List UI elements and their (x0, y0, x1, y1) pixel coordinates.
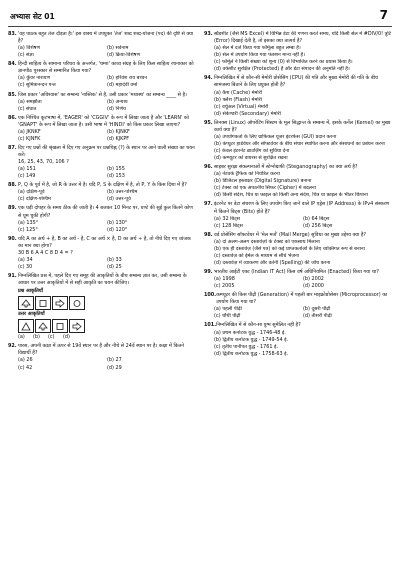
option: (a) 135° (18, 219, 39, 226)
question-number: 89. (8, 205, 17, 212)
options (8, 166, 196, 180)
question-line (204, 269, 392, 276)
question-block (8, 115, 196, 143)
question-text: स्प्रैडशीट (जैसे MS Excel) में विभिन्न डेटा की गणना करते समय, यदि किसी सेल में #DIV/0! त्रुटि (Error) दिखाई देती है, तो इसका क्या तात्पर्य है? (214, 31, 392, 45)
question-line (8, 31, 196, 45)
figure-box (18, 296, 34, 310)
option: (d) 29 (107, 364, 122, 371)
option: (a) 1998 (214, 276, 235, 283)
question-number: 85. (8, 91, 17, 98)
options (204, 306, 392, 320)
question-line (204, 120, 392, 134)
option: (c) 125° (18, 226, 38, 233)
option: (d) दस्तावेज़ में व्याकरण और वर्तनी (Spelling) की जाँच करना (214, 259, 331, 266)
question-text: यदि A का अर्थ + है, B का अर्थ - है, C का अर्थ × है, D का अर्थ ÷ है, तो नीचे दिए गए व्यंजक का मान क्या होगा? (18, 235, 191, 249)
options (8, 220, 196, 234)
options (204, 330, 392, 358)
option: (d) द्वितीय कर्नाटक युद्ध - 1758-63 ई. (214, 350, 289, 357)
option: (d) 2000 (303, 283, 324, 290)
option: (a) उपयोगकर्ता के लिए ग्राफिकल यूजर इंटरफेस (GUI) प्रदान करना (214, 133, 337, 140)
question-text: हिन्दी साहित्य के सामान्य परिचय के अन्तर्गत, 'चम्पा' काव्य संग्रह के लिए किस साहित्य रचनाकार को ज्ञानपीठ पुरस्कार से सम्मानित किया गया? (18, 61, 194, 75)
question-line (8, 61, 196, 75)
option: (a) JKNKF (18, 128, 41, 135)
question-text: P, Q के पूर्व में है, जो R के उत्तर में है। यदि P, S के दक्षिण में है, तो P, Y के किस दिशा में है? (18, 182, 187, 189)
question-line (8, 92, 196, 99)
question-text: एक निश्चित कूटभाषा में, 'EAGER' को 'CGGIV' के रूप में लिखा जाता है और 'LEARN' को 'GNAPT' के रूप में लिखा जाता है। उसी भाषा में 'HINDI' को किस प्रकार लिखा जाएगा? (18, 114, 189, 128)
question-block (8, 236, 196, 271)
question-text: पारस, अपनी कक्षा में ऊपर से 19वें स्थान पर है और नीचे से 24वें स्थान पर है। कक्षा में कितने विद्यार्थी हैं? (18, 343, 185, 357)
option: (d) किसी संदेश, चित्र या फ़ाइल को किसी अन्य संदेश, चित्र या फ़ाइल के भीतर छिपाना (214, 192, 368, 199)
option: (b) 64 बिट्स (303, 215, 330, 222)
question-figures-row (8, 296, 196, 310)
option: (b) अन्याय (107, 98, 128, 105)
question-number: 95. (204, 119, 213, 126)
option: (c) सुमित्रानन्दन पन्त (18, 82, 56, 89)
question-number: 90. (8, 235, 17, 242)
question-block (204, 322, 392, 357)
option: (c) फॉर्मूले ने किसी संख्या को शून्य (0) से विभाजित करने का प्रयास किया है। (214, 59, 353, 66)
option: (b) उत्तर-पश्चिम (107, 189, 138, 196)
question-line (204, 75, 392, 89)
option: (b) 155 (107, 166, 125, 173)
options (8, 357, 196, 371)
answer-mark: (a) (18, 334, 25, 341)
option: (d) 120° (107, 226, 128, 233)
option: (b) सर्वनाम (107, 45, 129, 52)
page-header (8, 6, 392, 27)
option: (d) वर्कशीट सुरक्षित (Protected) है और डेटा संपादन की अनुमति नहीं है। (214, 66, 350, 73)
option: (c) वर्चुअल (Virtual) मेमोरी (214, 103, 269, 110)
question-block (8, 31, 196, 59)
question-number: 101. (204, 322, 217, 329)
options (8, 75, 196, 89)
options (204, 216, 392, 230)
option: (b) एक ही दस्तावेज़ (जैसे पत्र) को कई प्राप्तकर्ताओं के लिए व्यक्तिगत रूप से बनाना (214, 245, 365, 252)
option: (d) KJKPF (107, 135, 130, 142)
question-number: 99. (204, 269, 213, 275)
question-line (204, 292, 392, 306)
answer-mark: (d) (63, 334, 70, 341)
question-block (8, 92, 196, 113)
question-number: 88. (8, 182, 17, 189)
question-line (8, 145, 196, 159)
option: (c) 2005 (214, 283, 235, 290)
options (204, 134, 392, 162)
answer-figure-box (69, 319, 85, 333)
question-line (8, 343, 196, 357)
option: (c) 149 (18, 173, 36, 180)
answer-figure-marks (8, 334, 196, 341)
question-line (204, 164, 392, 171)
question-number: 98. (204, 231, 213, 238)
option: (d) 25 (107, 263, 122, 270)
left-column (8, 31, 196, 567)
page-number: 7 (379, 8, 388, 22)
question-series: 30 B 6 A 4 C 8 D 4 = ? (18, 249, 73, 256)
question-number: 93. (204, 31, 213, 37)
question-series: 16, 25, 43, 70, 106 ? (18, 159, 69, 166)
question-figures-label: प्रश्न आकृतियाँ (18, 288, 43, 295)
right-column (204, 31, 392, 567)
question-number: 94. (204, 75, 213, 82)
question-text: कम्प्यूटर की किस पीढ़ी (Generation) में पहली बार माइक्रोप्रोसेसर (Microprocessor) का उपयोग किया गया था? (216, 292, 388, 306)
option: (a) समझौता (18, 98, 42, 105)
options (204, 90, 392, 118)
answer-figures-label: उत्तर आकृतियाँ (18, 311, 45, 318)
question-text: दिए गए प्रश्नों की श्रृंखला में दिए गए अनुक्रम पर प्रश्नचिह्न (?) के स्थान पर आने वाली संख्या का चयन करें। (18, 144, 195, 158)
option: (b) फ्लैश (Flash) मेमोरी (214, 96, 262, 103)
option: (b) दूसरी पीढ़ी (303, 306, 331, 313)
question-line (204, 322, 392, 329)
question-text: भारतीय आईटी एक्ट (Indian IT Act) किस वर्ष अधिनियमित (Enacted) किया गया था? (214, 269, 379, 275)
option: (b) 2002 (303, 276, 324, 283)
option: (d) उत्तर-पूर्व (107, 196, 131, 203)
answer-figure-box (52, 319, 68, 333)
option: (a) नेटवर्क ट्रैफिक को नियंत्रित करना (214, 171, 280, 178)
question-text: 'वह पाठक बहुत तेज दौड़ता है।' इस वाक्य में उपयुक्त 'तेज' शब्द शब्द-योजना (पद) की दृष्टि से क्या है? (18, 31, 194, 45)
answer-mark: (b) (33, 334, 40, 341)
question-line (8, 182, 196, 189)
option: (b) हरिवंश राय बच्चन (107, 75, 148, 82)
option: (a) 26 (18, 357, 33, 364)
question-text: निम्नलिखित प्रश्न में, पहले दिए गए समूह की आकृतियों के बीच सम्बन्ध ज्ञात कर, उसी सम्बन्ध के आधार पर उत्तर आकृतियों में से सही आकृति का चयन कीजिए। (18, 273, 187, 287)
option: (b) 27 (107, 357, 122, 364)
option: (c) संघात (18, 105, 37, 112)
question-line (8, 115, 196, 129)
question-number: 91. (8, 273, 17, 279)
figure-box (35, 296, 51, 310)
option: (c) टेक्स्ट को एक अपठनीय सिफर (Cipher) में बदलना (214, 185, 316, 192)
question-block (204, 75, 392, 117)
question-line (204, 232, 392, 239)
option: (c) 30 (18, 263, 33, 270)
option: (b) कंप्यूटर हार्डवेयर और सॉफ्टवेयर के बीच संचार स्थापित करना और संसाधनों का प्रबंधन करना (214, 140, 385, 147)
options (204, 239, 392, 267)
question-text: निम्नलिखित में से कौन-सी मेमोरी प्रोसेसिंग (CPU) की गति और मुख्य मेमोरी की गति के बीच सामंजस्य बिठाने के लिए प्रयुक्त होती है? (214, 75, 379, 89)
question-number: 92. (8, 343, 17, 350)
option: (b) सेल में उपयोग किया गया फंक्शन मान्य नहीं है। (214, 52, 305, 59)
question-text: इंटरनेट पर डेटा संचरण के लिए उपयोग किए जाने वाले IP एड्रेस (IP Address) के IPv4 संस्करण में कितने बिट्स (Bits) होते हैं? (214, 201, 390, 215)
option: (c) केवल इंटरनेट ब्राउज़िंग को सुविधा देना (214, 148, 290, 154)
question-text: लिनक्स (Linux) ऑपरेटिंग सिस्टम के मूल सिद्धान्त के सम्बन्ध में, इसके कर्नेल (Kernel) का मुख्य कार्य क्या है? (214, 119, 391, 133)
option: (b) द्वितीय कर्नाटक युद्ध - 1749-54 ई. (214, 336, 289, 343)
answer-figure-box (35, 319, 51, 333)
question-block (8, 273, 196, 341)
option: (c) KJNFK (18, 135, 41, 142)
question-number: 87. (8, 144, 17, 151)
option: (a) पहली पीढ़ी (214, 306, 242, 313)
answer-figure-box (18, 319, 34, 333)
option: (c) 42 (18, 364, 33, 371)
option: (a) सेल में दर्ज किया गया फॉर्मूला बहुत लम्बा है। (214, 45, 301, 52)
option: (c) दस्तावेज़ को ईमेल के माध्यम से सीधे भेजना (214, 252, 299, 259)
option: (a) कैश (Cache) मेमोरी (214, 89, 262, 96)
question-block (204, 201, 392, 229)
question-line (8, 205, 196, 219)
question-text: वर्ड प्रोसेसिंग सॉफ्टवेयर में 'मेल मर्ज' (Mail Merge) सुविधा का मुख्य उद्देश्य क्या है? (214, 231, 367, 238)
options (8, 129, 196, 143)
question-text: जिस प्रकार 'अविश्वास' का सम्बन्ध 'नास्तिक' से है, उसी प्रकार 'मध्यस्थ' का सम्बन्ध ____ से है। (18, 91, 187, 98)
option: (d) तीसरी पीढ़ी (303, 313, 332, 320)
question-text: एक घड़ी दोपहर के समय ठीक की जाती है। 4 बजकर 10 मिनट पर, घण्टे की सुई कुल कितने कोण से घूम चुकी होगी? (18, 205, 193, 219)
figure-box (52, 296, 68, 310)
question-number: 96. (204, 164, 213, 171)
option: (d) 256 बिट्स (303, 222, 333, 229)
question-line (8, 273, 196, 287)
question-block (8, 205, 196, 233)
answer-mark: (c) (48, 334, 55, 341)
question-number: 100. (204, 292, 217, 299)
options (204, 171, 392, 199)
option: (a) 34 (18, 256, 33, 263)
option: (a) दो अलग-अलग दस्तावेज़ों के टेक्स्ट को एकसाथ मिलाना (214, 238, 320, 245)
option: (a) 32 बिट्स (214, 215, 240, 222)
option: (b) 130° (107, 219, 128, 226)
option: (b) KJNKF (107, 128, 130, 135)
question-block (8, 61, 196, 89)
question-block (8, 182, 196, 203)
option: (a) 151 (18, 166, 36, 173)
figure-box (69, 296, 85, 310)
option: (b) डिजिटल हस्ताक्षर (Digital Signature) बनाना (214, 178, 312, 185)
answer-figures-row (8, 319, 196, 333)
option: (d) निर्णय (107, 105, 126, 112)
options (8, 257, 196, 271)
question-block (204, 232, 392, 267)
options (8, 99, 196, 113)
option: (d) सेकेण्डरी (Secondary) मेमोरी (214, 110, 281, 117)
question-block (204, 269, 392, 290)
question-number: 86. (8, 114, 17, 121)
options (204, 276, 392, 290)
options (8, 45, 196, 59)
option: (a) प्रथम कर्नाटक युद्ध - 1746-48 ई. (214, 329, 286, 336)
set-label: अभ्यास सेट 01 (10, 12, 55, 21)
option: (a) कुँवर नारायण (18, 75, 51, 82)
question-block (204, 292, 392, 320)
option: (c) तृतीय पानीपत युद्ध - 1761 ई. (214, 343, 279, 350)
option: (a) विशेषण (18, 45, 41, 52)
question-block (204, 31, 392, 73)
question-line (8, 236, 196, 250)
option: (d) क्रिया-विशेषण (107, 52, 141, 59)
question-block (8, 145, 196, 180)
option: (a) दक्षिण-पूर्व (18, 189, 45, 196)
question-number: 84. (8, 61, 17, 68)
options (8, 189, 196, 203)
option: (d) महादेवी वर्मा (107, 82, 138, 89)
question-line (204, 201, 392, 215)
question-text: साइबर सुरक्षा संकल्पनाओं में स्टेग्नोग्राफी (Steganography) का क्या अर्थ है? (214, 164, 358, 171)
option: (d) 153 (107, 173, 125, 180)
question-text: निम्नलिखित में से कौन-सा युग्म सुमेलित नहीं है? (216, 322, 301, 329)
question-number: 97. (204, 201, 213, 208)
question-block (204, 120, 392, 162)
option: (c) चौथी पीढ़ी (214, 313, 241, 320)
option: (d) कम्प्यूटर को वायरस से सुरक्षित रखना (214, 155, 288, 162)
question-number: 83. (8, 31, 17, 37)
question-line (204, 31, 392, 45)
option: (b) 33 (107, 256, 122, 263)
question-block (204, 164, 392, 199)
option: (c) संज्ञा (18, 52, 34, 59)
option: (c) दक्षिण-पश्चिम (18, 196, 51, 203)
options (204, 45, 392, 73)
option: (c) 128 बिट्स (214, 222, 243, 229)
question-block (8, 343, 196, 371)
